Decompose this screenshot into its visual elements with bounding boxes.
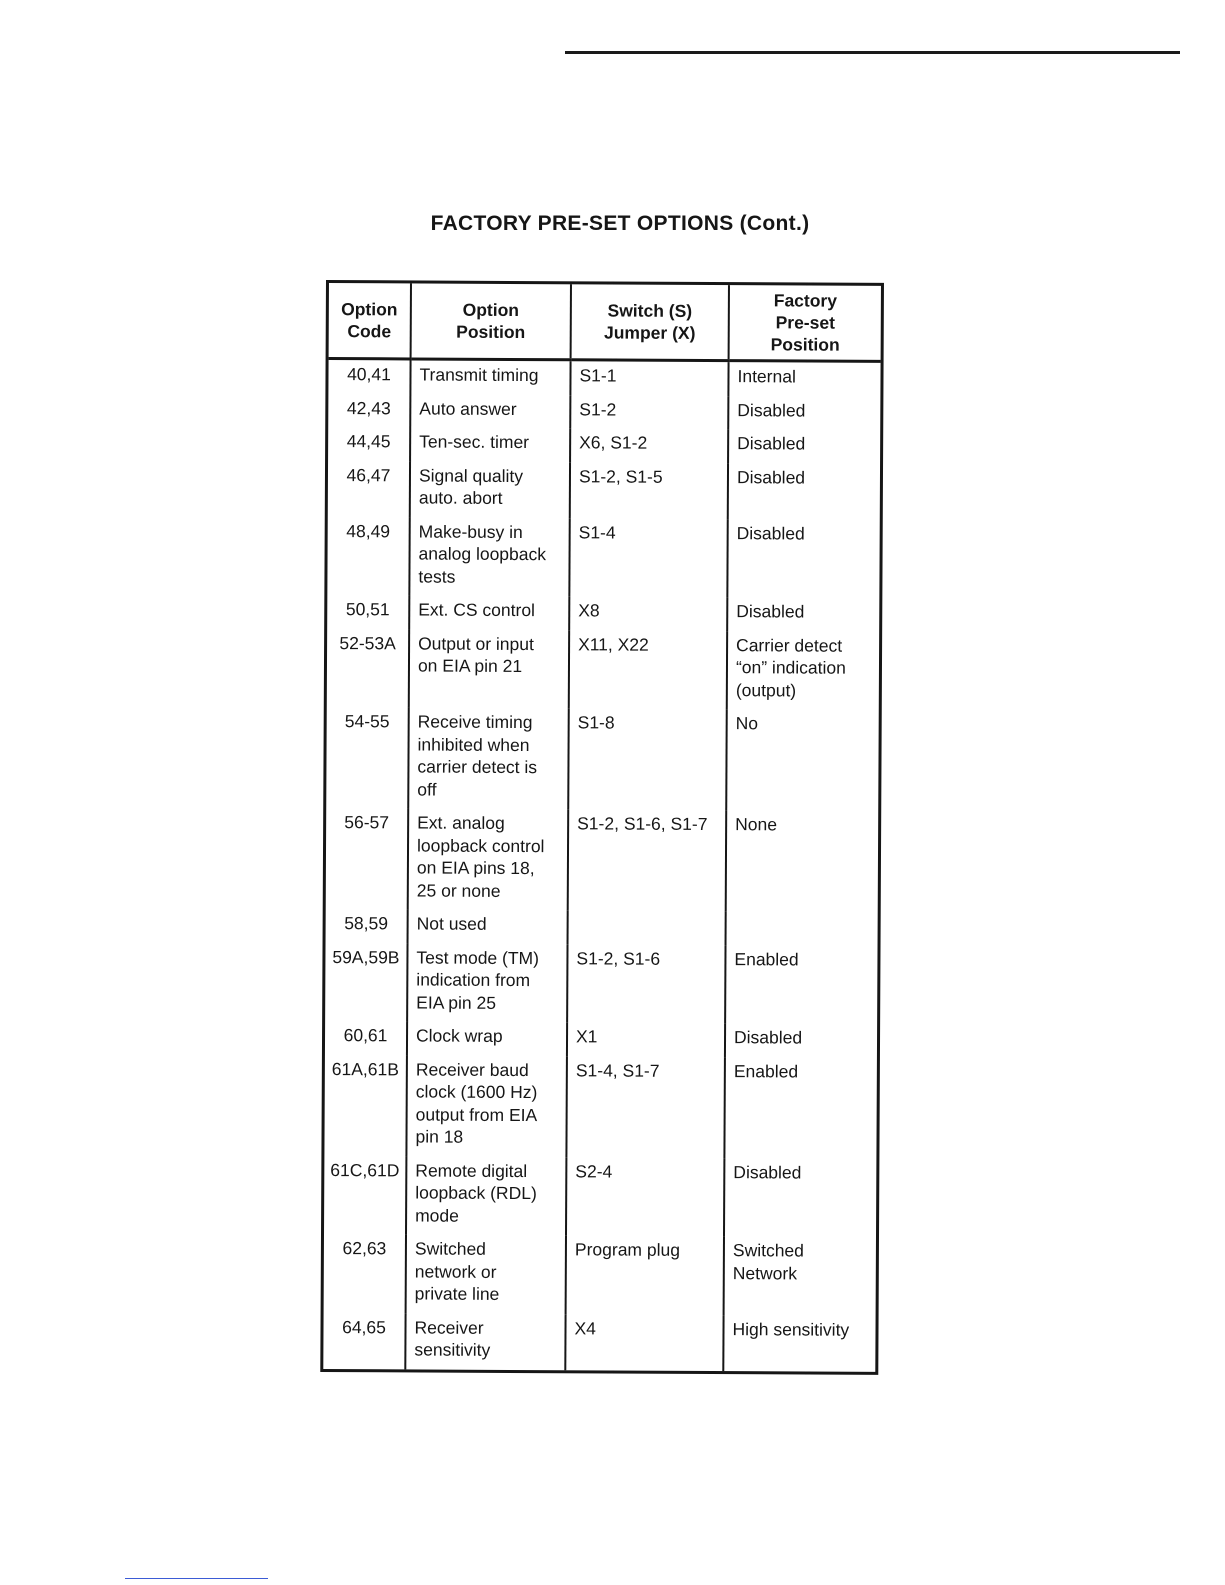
cell-factory-preset: No: [726, 709, 879, 811]
table-row: [323, 1313, 875, 1372]
cell-option-position: Not used: [408, 909, 568, 943]
cell-option-code: 60,61: [343, 1025, 388, 1046]
cell-switch-jumper: S1-2, S1-5: [570, 462, 728, 519]
cell-option-position: Receiver baud clock (1600 Hz) output from EIA pin 18: [406, 1055, 567, 1157]
table-row: [324, 1234, 876, 1315]
cell-option-code: 44,45: [346, 431, 391, 452]
cell-factory-preset: Disabled: [728, 429, 880, 463]
cell-option-code: 56-57: [344, 812, 390, 833]
cell-option-position: Receive timing inhibited when carrier detect is off: [408, 707, 569, 809]
cell-option-code: 62,63: [342, 1238, 387, 1259]
cell-option-position: Test mode (TM) indication from EIA pin 25: [407, 943, 567, 1022]
table-row: [326, 808, 879, 912]
cell-switch-jumper: S1-2: [570, 395, 728, 429]
top-horizontal-rule: [565, 51, 1180, 54]
table-row: [328, 461, 880, 520]
cell-factory-preset: Disabled: [727, 597, 879, 631]
cell-factory-preset: Disabled: [727, 519, 879, 598]
cell-option-code: 48,49: [346, 520, 391, 541]
cell-option-position: Signal quality auto. abort: [410, 461, 570, 518]
cell-switch-jumper: X11, X22: [569, 630, 727, 709]
factory-preset-options-table: [323, 283, 881, 1371]
table-row: [326, 909, 878, 945]
table-row: [328, 394, 880, 430]
table-row: [328, 427, 880, 463]
cell-factory-preset: Enabled: [725, 945, 877, 1024]
cell-option-code: 61A,61B: [331, 1058, 399, 1079]
cell-factory-preset: Enabled: [724, 1057, 877, 1159]
table-row: [325, 943, 877, 1024]
cell-switch-jumper: X1: [567, 1022, 725, 1056]
table-row: [328, 359, 880, 397]
cell-factory-preset: High sensitivity: [723, 1315, 875, 1372]
cell-option-position: Transmit timing: [410, 359, 570, 395]
page-title: FACTORY PRE-SET OPTIONS (Cont.): [430, 212, 810, 235]
cell-factory-preset: Carrier detect “on” indication (output): [727, 631, 879, 710]
cell-option-code: 59A,59B: [332, 946, 400, 967]
cell-option-position: Receiver sensitivity: [405, 1313, 565, 1370]
footer-link-underline: [125, 1578, 268, 1579]
table-row: [327, 629, 879, 710]
cell-switch-jumper: X4: [565, 1314, 723, 1371]
header-option-code: Option Code: [329, 283, 411, 359]
header-factory-preset-position: Factory Pre-set Position: [729, 285, 881, 361]
cell-option-position: Auto answer: [410, 394, 570, 428]
table-header-row: [329, 283, 881, 361]
table-body: [323, 359, 880, 1372]
cell-factory-preset: Switched Network: [724, 1236, 876, 1315]
cell-factory-preset: Disabled: [724, 1158, 876, 1237]
cell-option-position: Switched network or private line: [406, 1234, 566, 1313]
table-row: [324, 1055, 877, 1159]
cell-switch-jumper: S1-8: [568, 708, 727, 810]
cell-factory-preset: None: [726, 810, 879, 912]
cell-option-code: 61C,61D: [330, 1159, 400, 1180]
cell-option-position: Clock wrap: [407, 1021, 567, 1055]
cell-option-code: 42,43: [346, 397, 391, 418]
cell-option-position: Remote digital loopback (RDL) mode: [406, 1156, 566, 1235]
cell-option-code: 54-55: [344, 711, 390, 732]
header-switch-jumper: Switch (S) Jumper (X): [571, 284, 729, 360]
cell-option-code: 58,59: [344, 913, 389, 934]
cell-option-position: Make-busy in analog loopback tests: [409, 517, 569, 596]
cell-switch-jumper: X8: [569, 596, 727, 630]
cell-option-position: Output or input on EIA pin 21: [409, 629, 569, 708]
cell-option-code: 46,47: [346, 464, 391, 485]
cell-factory-preset: Internal: [728, 361, 880, 397]
table-row: [325, 1021, 877, 1057]
header-option-position: Option Position: [411, 283, 571, 359]
cell-switch-jumper: S1-1: [570, 360, 728, 396]
cell-switch-jumper: S1-4, S1-7: [566, 1056, 725, 1158]
cell-option-position: Ten-sec. timer: [410, 427, 570, 461]
cell-factory-preset: Disabled: [725, 1023, 877, 1057]
cell-factory-preset: Disabled: [728, 463, 880, 520]
cell-switch-jumper: S1-2, S1-6, S1-7: [568, 809, 727, 911]
cell-factory-preset: [726, 911, 878, 945]
table-row: [327, 595, 879, 631]
cell-option-position: Ext. analog loopback control on EIA pins 18, 25 or none: [408, 808, 569, 910]
table-row: [324, 1156, 876, 1237]
options-table-frame: [320, 280, 884, 1374]
cell-switch-jumper: Program plug: [566, 1235, 724, 1314]
cell-option-code: 64,65: [342, 1316, 386, 1337]
table-row: [327, 517, 879, 598]
cell-switch-jumper: S2-4: [566, 1157, 724, 1236]
cell-option-position: Ext. CS control: [409, 595, 569, 629]
cell-factory-preset: Disabled: [728, 396, 880, 430]
cell-switch-jumper: S1-4: [569, 518, 727, 597]
table-row: [326, 707, 879, 811]
cell-switch-jumper: [568, 910, 726, 944]
cell-option-code: 40,41: [347, 364, 391, 385]
cell-switch-jumper: X6, S1-2: [570, 428, 728, 462]
cell-option-code: 50,51: [345, 599, 390, 620]
cell-switch-jumper: S1-2, S1-6: [567, 944, 725, 1023]
cell-option-code: 52-53A: [339, 632, 396, 653]
